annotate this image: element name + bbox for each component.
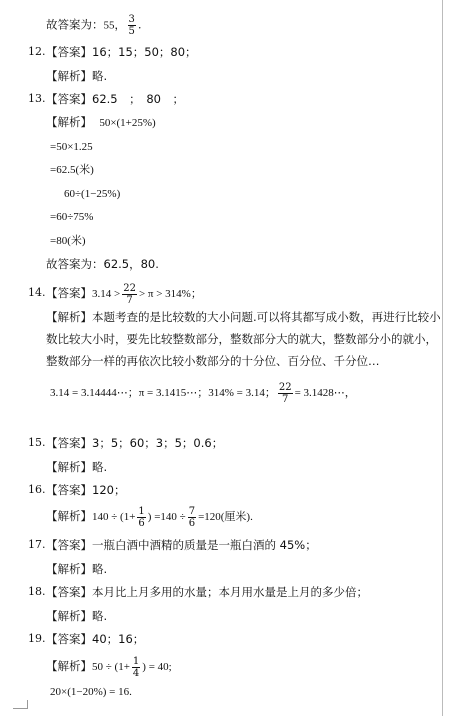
q14-calculation [50, 378, 356, 407]
q18-analysis: 【解析】略. [46, 609, 108, 623]
intro-conclusion [46, 14, 142, 37]
answer-part: > π > 314%； [138, 288, 202, 300]
question-number: 15. [28, 436, 46, 449]
calc-part: =120(厘米). [198, 511, 253, 523]
frac-numerator: 22 [278, 381, 292, 393]
question-number: 17. [28, 538, 46, 551]
question-number: 19. [28, 632, 46, 645]
q16-answer: 【答案】120； [46, 483, 126, 497]
calc-line: =50×1.25 [50, 141, 93, 153]
q15-answer: 【答案】3；5；60；3；5；0.6； [46, 436, 224, 450]
calc-fraction [188, 506, 196, 529]
q12-answer: 【答案】16；15；50；80； [46, 45, 197, 59]
frac-denominator: 4 [132, 667, 140, 679]
q14-answer [46, 279, 202, 308]
calc-part: 50 ÷ (1+ [92, 661, 130, 673]
question-number: 12. [28, 45, 46, 58]
calc-line: =60÷75% [50, 211, 94, 223]
calc-line: =62.5(米) [50, 164, 94, 176]
question-number: 16. [28, 483, 46, 496]
q19-analysis [46, 652, 172, 681]
calc-line: 20×(1−20%) = 16. [50, 686, 132, 698]
frac-numerator: 3 [128, 14, 135, 25]
frac-denominator: 7 [126, 294, 133, 306]
intro-end: . [137, 17, 142, 32]
intro-fraction [128, 14, 136, 37]
frac-denominator: 5 [128, 26, 135, 37]
question-number: 14. [28, 286, 46, 299]
intro-value: 55， [103, 19, 126, 32]
calc-fraction [278, 382, 293, 405]
question-number: 13. [28, 92, 46, 105]
intro-label: 故答案为： [46, 17, 104, 32]
question-number: 18. [28, 585, 46, 598]
calc-part: = 3.1428⋯， [294, 387, 356, 399]
frac-numerator: 1 [138, 505, 145, 517]
analysis-label: 【解析】 [46, 509, 92, 523]
q16-analysis [46, 502, 253, 531]
q14-analysis: 【解析】本题考查的是比较数的大小问题.可以将其都写成小数，再进行比较小数比较大小时，要先比较整数部分，整数部分大的就大，整数部分小的就小，整数部分一样的再依次比较小数部分的十分位、百分位、千分位… [46, 310, 441, 368]
calc-line: =80(米) [50, 235, 86, 247]
corner-mark [13, 708, 27, 709]
analysis-expression: 50×(1+25%) [99, 117, 156, 129]
calc-part: 3.14 = 3.14444⋯；π = 3.1415⋯；314% = 3.14； [50, 387, 276, 399]
frac-numerator: 1 [132, 655, 140, 667]
calc-fraction [137, 506, 145, 529]
analysis-label: 【解析】 [46, 115, 92, 129]
q13-analysis [46, 114, 156, 131]
answer-fraction [122, 283, 137, 306]
calc-line: 60÷(1−25%) [64, 188, 121, 200]
frac-denominator: 6 [188, 517, 196, 529]
q15-analysis: 【解析】略. [46, 460, 108, 474]
frac-numerator: 7 [188, 505, 196, 517]
page-edge [442, 0, 443, 716]
answer-part: 3.14 > [92, 288, 121, 300]
q13-conclusion: 故答案为：62.5，80. [46, 257, 159, 271]
calc-part: 140 ÷ (1+ [92, 511, 136, 523]
analysis-label: 【解析】 [46, 659, 92, 673]
q17-analysis: 【解析】略. [46, 562, 108, 576]
q13-answer: 【答案】62.5 ； 80 ； [46, 92, 184, 106]
corner-mark [27, 700, 28, 709]
calc-part: ) =140 ÷ [147, 511, 186, 523]
q17-answer: 【答案】一瓶白酒中酒精的质量是一瓶白酒的 45%； [46, 538, 317, 552]
calc-fraction [132, 656, 140, 679]
calc-part: ) = 40; [142, 661, 172, 673]
answer-label: 【答案】 [46, 286, 92, 300]
frac-numerator: 22 [123, 282, 136, 294]
q19-answer: 【答案】40；16； [46, 632, 145, 646]
frac-denominator: 7 [282, 393, 289, 405]
frac-denominator: 6 [138, 517, 145, 529]
q18-answer: 【答案】本月比上月多用的水量；本月用水量是上月的多少倍； [46, 585, 368, 599]
q12-analysis: 【解析】略. [46, 69, 108, 83]
